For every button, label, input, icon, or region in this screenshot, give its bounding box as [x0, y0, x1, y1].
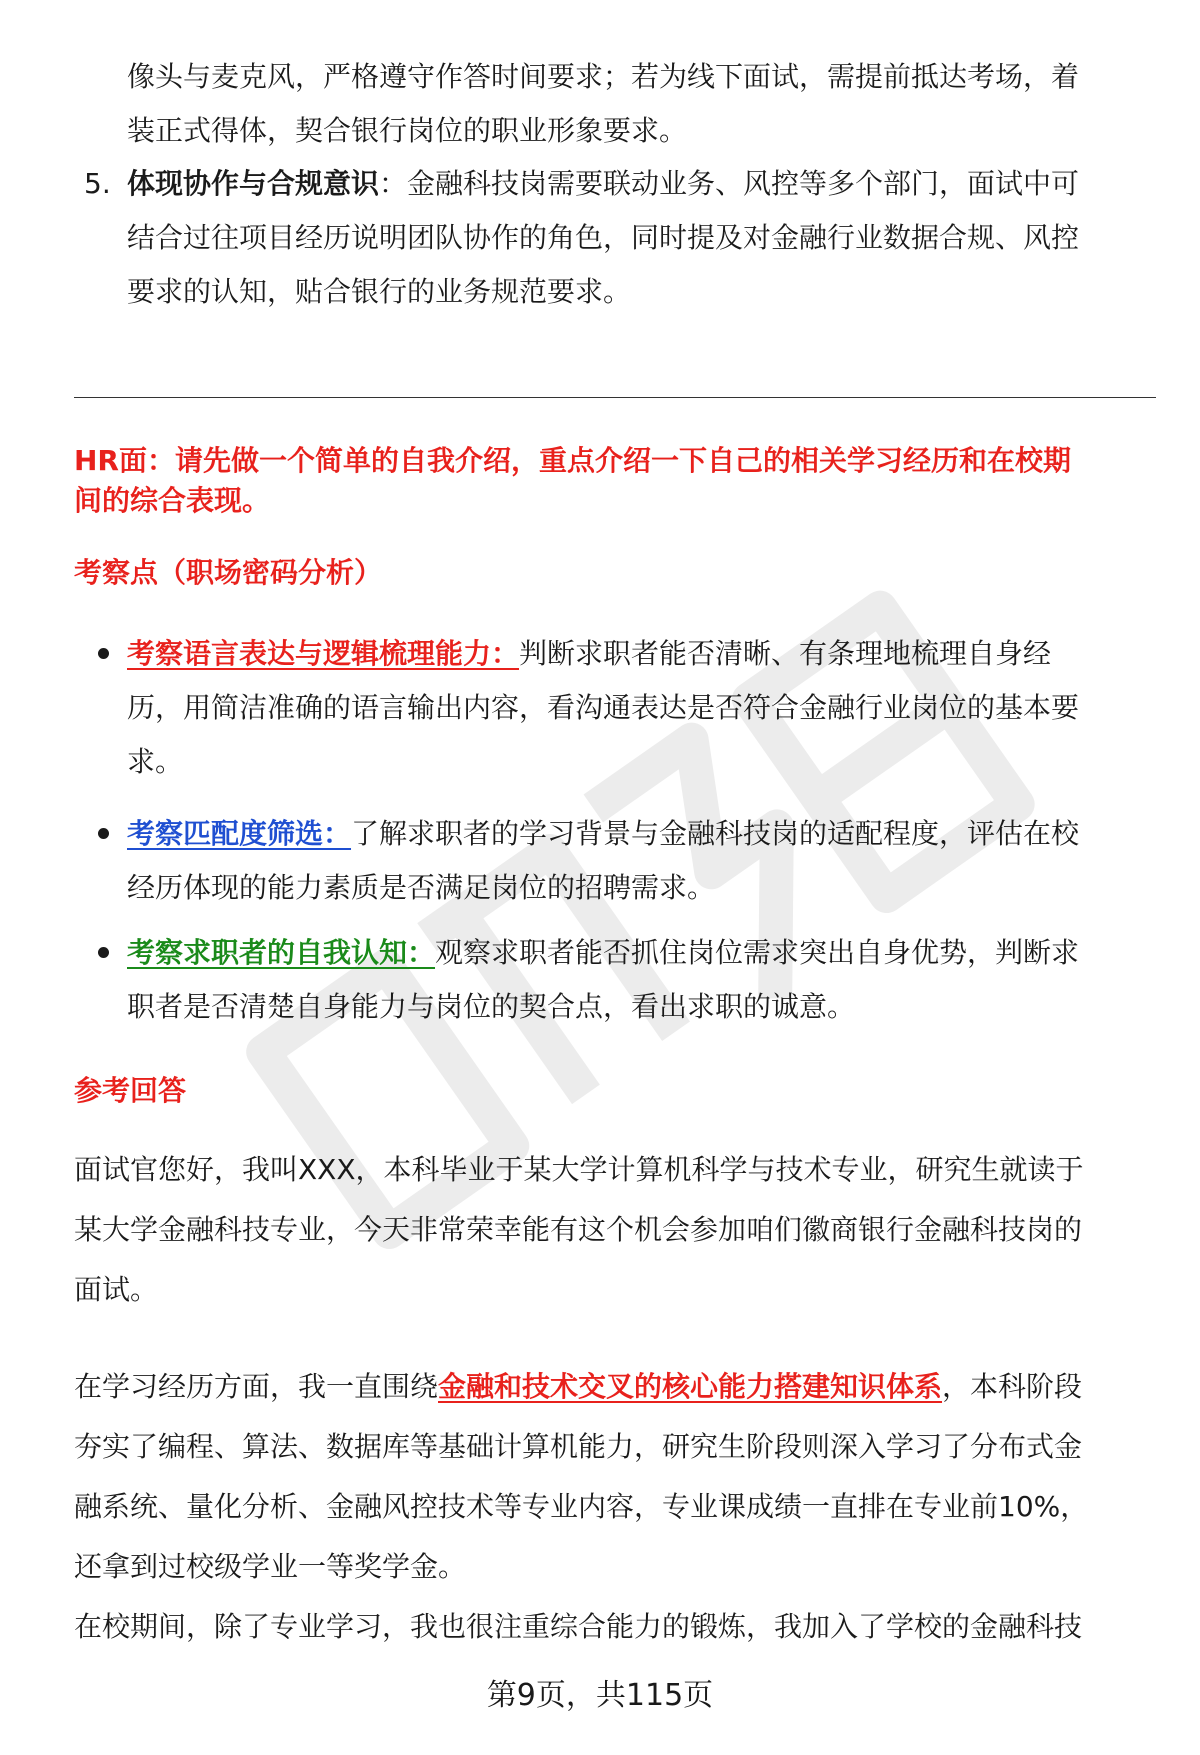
answer-paragraph-line: 融系统、量化分析、金融风控技术等专业内容，专业课成绩一直排在专业前10%，	[74, 1490, 1089, 1523]
list-item-number: 5.	[84, 167, 111, 200]
answer-paragraph-line: 面试。	[74, 1273, 159, 1306]
analysis-point-2	[127, 814, 1079, 854]
list-item-5	[127, 164, 1079, 204]
analysis-point-3	[127, 933, 1079, 973]
analysis-point-2-line: 经历体现的能力素质是否满足岗位的招聘需求。	[127, 871, 716, 904]
list-item-4-line: 像头与麦克风，严格遵守作答时间要求；若为线下面试，需提前抵达考场，着	[127, 60, 1080, 93]
answer-paragraph-line: 夯实了编程、算法、数据库等基础计算机能力，研究生阶段则深入学习了分布式金	[74, 1430, 1083, 1463]
answer-paragraph-line: 在校期间，除了专业学习，我也很注重综合能力的锻炼，我加入了学校的金融科技	[74, 1610, 1083, 1643]
answer-paragraph-line	[74, 1367, 1082, 1407]
page-footer: 第9页，共115页	[486, 1678, 714, 1713]
hr-question-line: 间的综合表现。	[74, 484, 271, 517]
analysis-point-title: 考察语言表达与逻辑梳理能力：	[127, 637, 520, 670]
analysis-point-title: 考察匹配度筛选：	[127, 817, 352, 850]
answer-highlight: 金融和技术交叉的核心能力搭建知识体系	[438, 1370, 943, 1403]
answer-paragraph-line: 还拿到过校级学业一等奖学金。	[74, 1550, 467, 1583]
bullet-icon	[98, 828, 109, 839]
answer-paragraph-line: 面试官您好，我叫XXX，本科毕业于某大学计算机科学与技术专业，研究生就读于	[74, 1153, 1084, 1186]
answer-text: ，本科阶段	[942, 1370, 1083, 1403]
answer-text: 在学习经历方面，我一直围绕	[74, 1370, 439, 1403]
list-item-5-line: 要求的认知，贴合银行的业务规范要求。	[127, 275, 632, 308]
hr-question-line: HR面：请先做一个简单的自我介绍，重点介绍一下自己的相关学习经历和在校期	[74, 444, 1071, 477]
analysis-point-title: 考察求职者的自我认知：	[127, 936, 436, 969]
list-item-4-line: 装正式得体，契合银行岗位的职业形象要求。	[127, 114, 688, 147]
bullet-icon	[98, 947, 109, 958]
answer-heading: 参考回答	[74, 1074, 187, 1107]
analysis-point-3-line: 职者是否清楚自身能力与岗位的契合点，看出求职的诚意。	[127, 990, 856, 1023]
analysis-point-text: 观察求职者能否抓住岗位需求突出自身优势，判断求	[435, 936, 1080, 969]
analysis-point-1-line: 求。	[127, 745, 184, 778]
analysis-point-1-line: 历，用简洁准确的语言输出内容，看沟通表达是否符合金融行业岗位的基本要	[127, 691, 1080, 724]
analysis-point-text: 了解求职者的学习背景与金融科技岗的适配程度，评估在校	[351, 817, 1080, 850]
list-item-title: 体现协作与合规意识	[127, 167, 380, 200]
analysis-point-text: 判断求职者能否清晰、有条理地梳理自身经	[519, 637, 1052, 670]
bullet-icon	[98, 648, 109, 659]
analysis-point-1	[127, 634, 1051, 674]
list-item-text: ：金融科技岗需要联动业务、风控等多个部门，面试中可	[379, 167, 1080, 200]
section-divider	[74, 397, 1156, 398]
list-item-5-line: 结合过往项目经历说明团队协作的角色，同时提及对金融行业数据合规、风控	[127, 221, 1080, 254]
answer-paragraph-line: 某大学金融科技专业，今天非常荣幸能有这个机会参加咱们徽商银行金融科技岗的	[74, 1213, 1083, 1246]
analysis-heading: 考察点（职场密码分析）	[74, 556, 383, 589]
